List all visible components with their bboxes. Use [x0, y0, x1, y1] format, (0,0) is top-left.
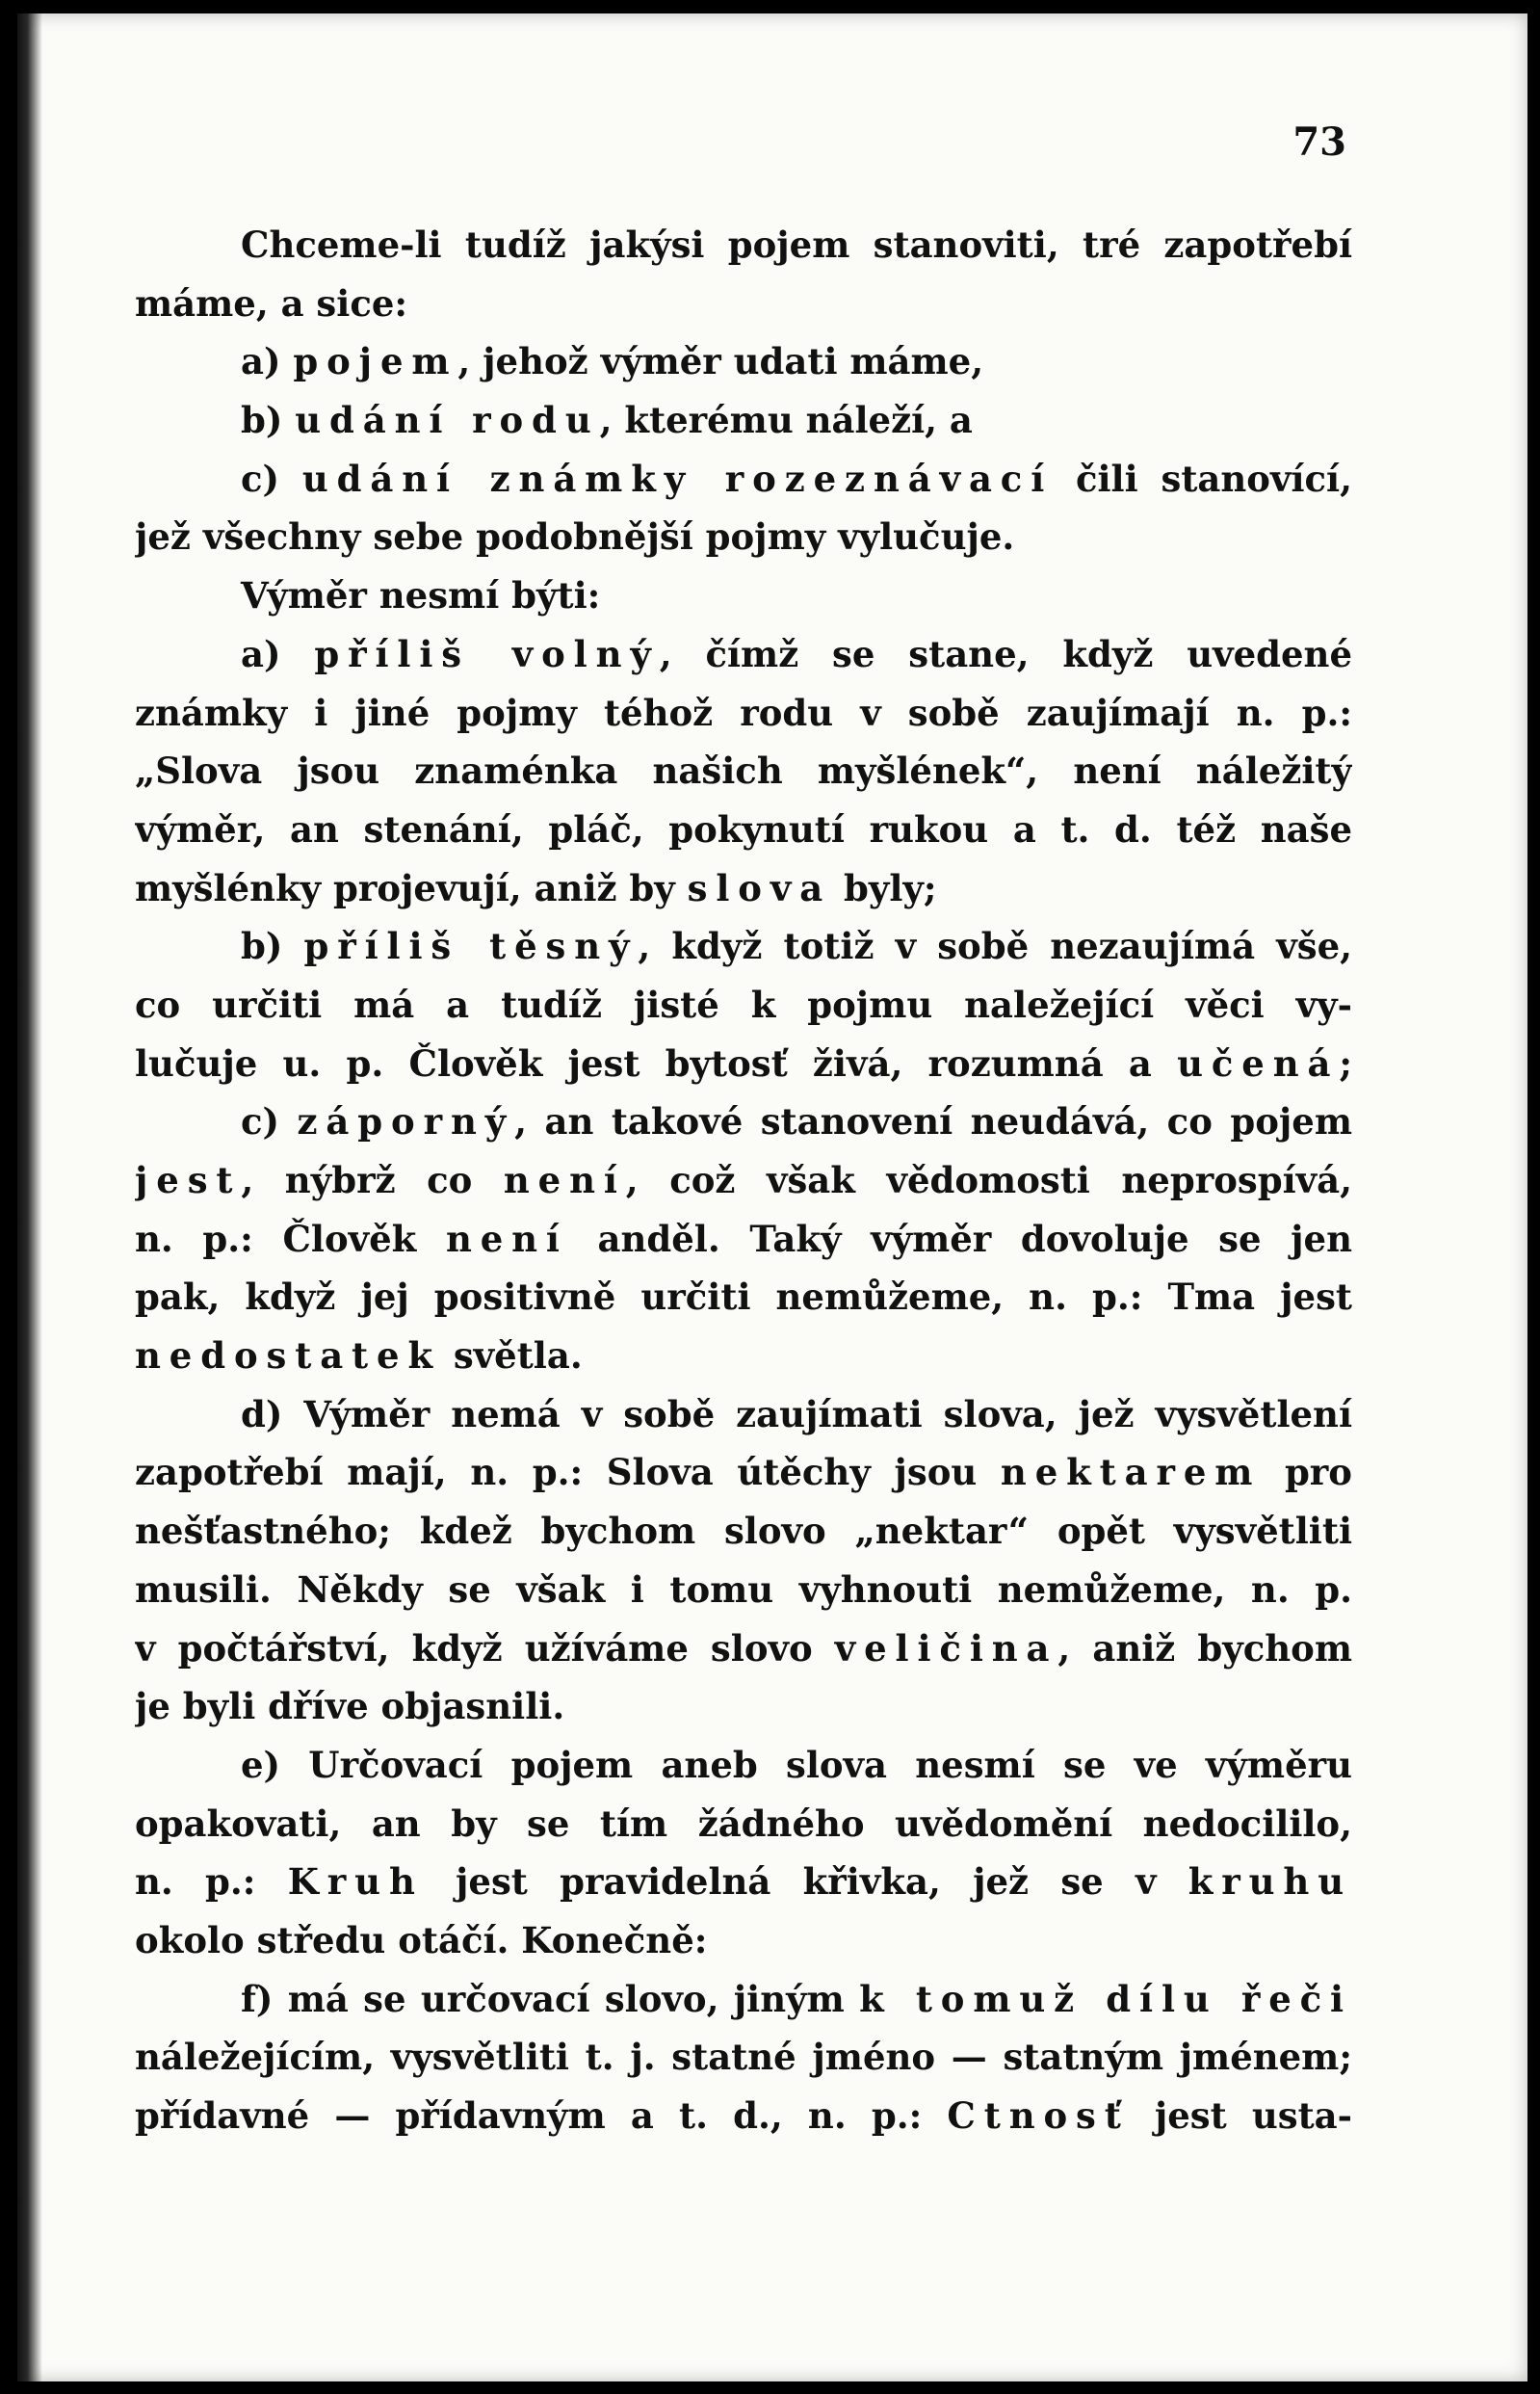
- text-run: d) Výměr nemá v sobě zaujímati slova, jež vysvětlení: [241, 1392, 1352, 1435]
- spaced-emphasis: příliš těsný: [303, 925, 639, 968]
- text-line: [135, 391, 1352, 450]
- book-spine-shadow: [17, 13, 42, 2381]
- text-run: , což však vědomosti neprospívá,: [625, 1159, 1352, 1201]
- text-run: pro: [1261, 1451, 1352, 1494]
- text-run: máme, a sice:: [135, 281, 408, 325]
- text-run: jež všechny sebe podobnější pojmy vylučuje.: [135, 515, 1015, 559]
- text-run: , an takové stanovení neudává, co pojem: [514, 1100, 1352, 1144]
- text-line: [135, 332, 1352, 391]
- text-line: [135, 450, 1352, 509]
- text-line: [135, 1911, 1352, 1970]
- spaced-emphasis: kruhu: [1188, 1860, 1352, 1904]
- text-run: a): [241, 632, 315, 675]
- spaced-emphasis: slova: [687, 866, 832, 909]
- text-run: opakovati, an by se tím žádného uvědomění nedocililo,: [135, 1802, 1352, 1845]
- text-run: b): [241, 925, 304, 968]
- text-run: , čímž se stane, když uvedené: [659, 632, 1352, 675]
- text-run: c): [241, 457, 302, 500]
- spaced-emphasis: veličina: [834, 1626, 1058, 1670]
- text-line: [135, 1151, 1352, 1210]
- spaced-emphasis: záporný: [297, 1100, 515, 1144]
- text-run: , aniž bychom: [1057, 1626, 1352, 1670]
- text-line: [135, 2087, 1352, 2145]
- text-line: [135, 1853, 1352, 1911]
- text-run: n. p.: Člověk: [135, 1217, 446, 1260]
- text-run: jest pravidelná křivka, jež se v: [423, 1860, 1188, 1904]
- text-run: čili stanovící,: [1053, 457, 1352, 500]
- spaced-emphasis: Ctnosť: [947, 2094, 1130, 2137]
- page-number: 73: [1292, 119, 1346, 165]
- text-line: [135, 1502, 1352, 1561]
- text-line: [135, 566, 1352, 625]
- text-run: co určiti má a tudíž jisté k pojmu naležející věci vy-: [135, 983, 1352, 1026]
- text-run: jest usta-: [1129, 2094, 1352, 2137]
- text-run: musili. Někdy se však i tomu vyhnouti nemůžeme, n. p.: [135, 1567, 1352, 1611]
- text-run: v počtářství, když užíváme slovo: [135, 1626, 835, 1670]
- spaced-emphasis: jest: [135, 1159, 242, 1201]
- text-line: [135, 801, 1352, 859]
- text-run: ;: [1339, 1041, 1352, 1085]
- text-line: [135, 1385, 1352, 1444]
- text-run: a): [241, 340, 294, 383]
- spaced-emphasis: udání rodu: [295, 399, 600, 442]
- text-line: [135, 1561, 1352, 1619]
- spaced-emphasis: nektarem: [1000, 1451, 1262, 1494]
- text-run: , jehož výměr udati máme,: [457, 340, 984, 383]
- text-line: [135, 1268, 1352, 1327]
- spaced-emphasis: Kruh: [287, 1860, 424, 1904]
- text-run: e) Určovací pojem aneb slova nesmí se ve výměru: [241, 1743, 1352, 1786]
- text-run: myšlénky projevují, aniž by: [135, 866, 688, 909]
- text-line: [135, 508, 1352, 566]
- text-run: známky i jiné pojmy téhož rodu v sobě zaujímají n. p.:: [135, 691, 1352, 734]
- text-run: byly;: [831, 866, 937, 909]
- text-run: Chceme-li tudíž jakýsi pojem stanoviti, tré zapotřebí: [241, 224, 1352, 266]
- spaced-emphasis: udání známky rozeznávací: [301, 457, 1054, 500]
- text-line: [135, 2028, 1352, 2087]
- text-run: zapotřebí mají, n. p.: Slova útěchy jsou: [135, 1451, 1001, 1494]
- text-line: [135, 684, 1352, 743]
- text-line: [135, 1970, 1352, 2029]
- spaced-emphasis: k tomuž dílu řeči: [859, 1977, 1352, 2020]
- text-line: [135, 1619, 1352, 1678]
- spaced-emphasis: není: [445, 1217, 568, 1260]
- text-run: přídavné — přídavným a t. d., n. p.:: [135, 2094, 948, 2137]
- text-line: [135, 1210, 1352, 1269]
- text-line: [135, 625, 1352, 684]
- text-run: , když totiž v sobě nezaujímá vše,: [638, 925, 1352, 968]
- text-run: c): [241, 1100, 298, 1144]
- text-run: , kterému náleží, a: [599, 399, 973, 442]
- text-line: [135, 976, 1352, 1035]
- spaced-emphasis: pojem: [293, 340, 458, 383]
- book-page: [17, 13, 1527, 2381]
- spaced-emphasis: učená: [1177, 1041, 1340, 1085]
- text-run: b): [241, 399, 296, 442]
- text-run: lučuje u. p. Člověk jest bytosť živá, rozumná a: [135, 1041, 1178, 1085]
- text-run: Výměr nesmí býti:: [241, 574, 601, 618]
- text-line: [135, 1092, 1352, 1151]
- text-line: [135, 1035, 1352, 1093]
- text-run: výměr, an stenání, pláč, pokynutí rukou a t. d. též naše: [135, 807, 1352, 851]
- text-line: [135, 1443, 1352, 1502]
- text-run: pak, když jej positivně určiti nemůžeme, n. p.: Tma jest: [135, 1276, 1352, 1319]
- text-line: [135, 742, 1352, 801]
- text-line: [135, 859, 1352, 918]
- text-run: je byli dříve objasnili.: [135, 1685, 565, 1728]
- text-run: nešťastného; kdež bychom slovo „nektar“ opět vysvětliti: [135, 1510, 1352, 1553]
- text-line: [135, 216, 1352, 275]
- spaced-emphasis: příliš volný: [314, 632, 660, 675]
- text-line: [135, 917, 1352, 976]
- spaced-emphasis: není: [503, 1159, 626, 1201]
- text-run: n. p.:: [135, 1860, 288, 1904]
- text-line: [135, 1736, 1352, 1795]
- text-line: [135, 1677, 1352, 1736]
- text-run: anděl. Taký výměr dovoluje se jen: [567, 1217, 1352, 1260]
- text-line: [135, 1327, 1352, 1385]
- text-run: , nýbrž co: [241, 1159, 504, 1201]
- text-run: světla.: [440, 1334, 583, 1378]
- text-line: [135, 1795, 1352, 1854]
- spaced-emphasis: nedostatek: [135, 1334, 441, 1378]
- text-run: f) má se určovací slovo, jiným: [241, 1977, 860, 2020]
- text-run: „Slova jsou znaménka našich myšlének“, není náležitý: [135, 750, 1352, 793]
- text-run: náležejícím, vysvětliti t. j. statné jméno — statným jménem;: [135, 2036, 1352, 2079]
- text-line: [135, 275, 1352, 333]
- body-text: [135, 216, 1352, 2145]
- text-run: okolo středu otáčí. Konečně:: [135, 1918, 708, 1961]
